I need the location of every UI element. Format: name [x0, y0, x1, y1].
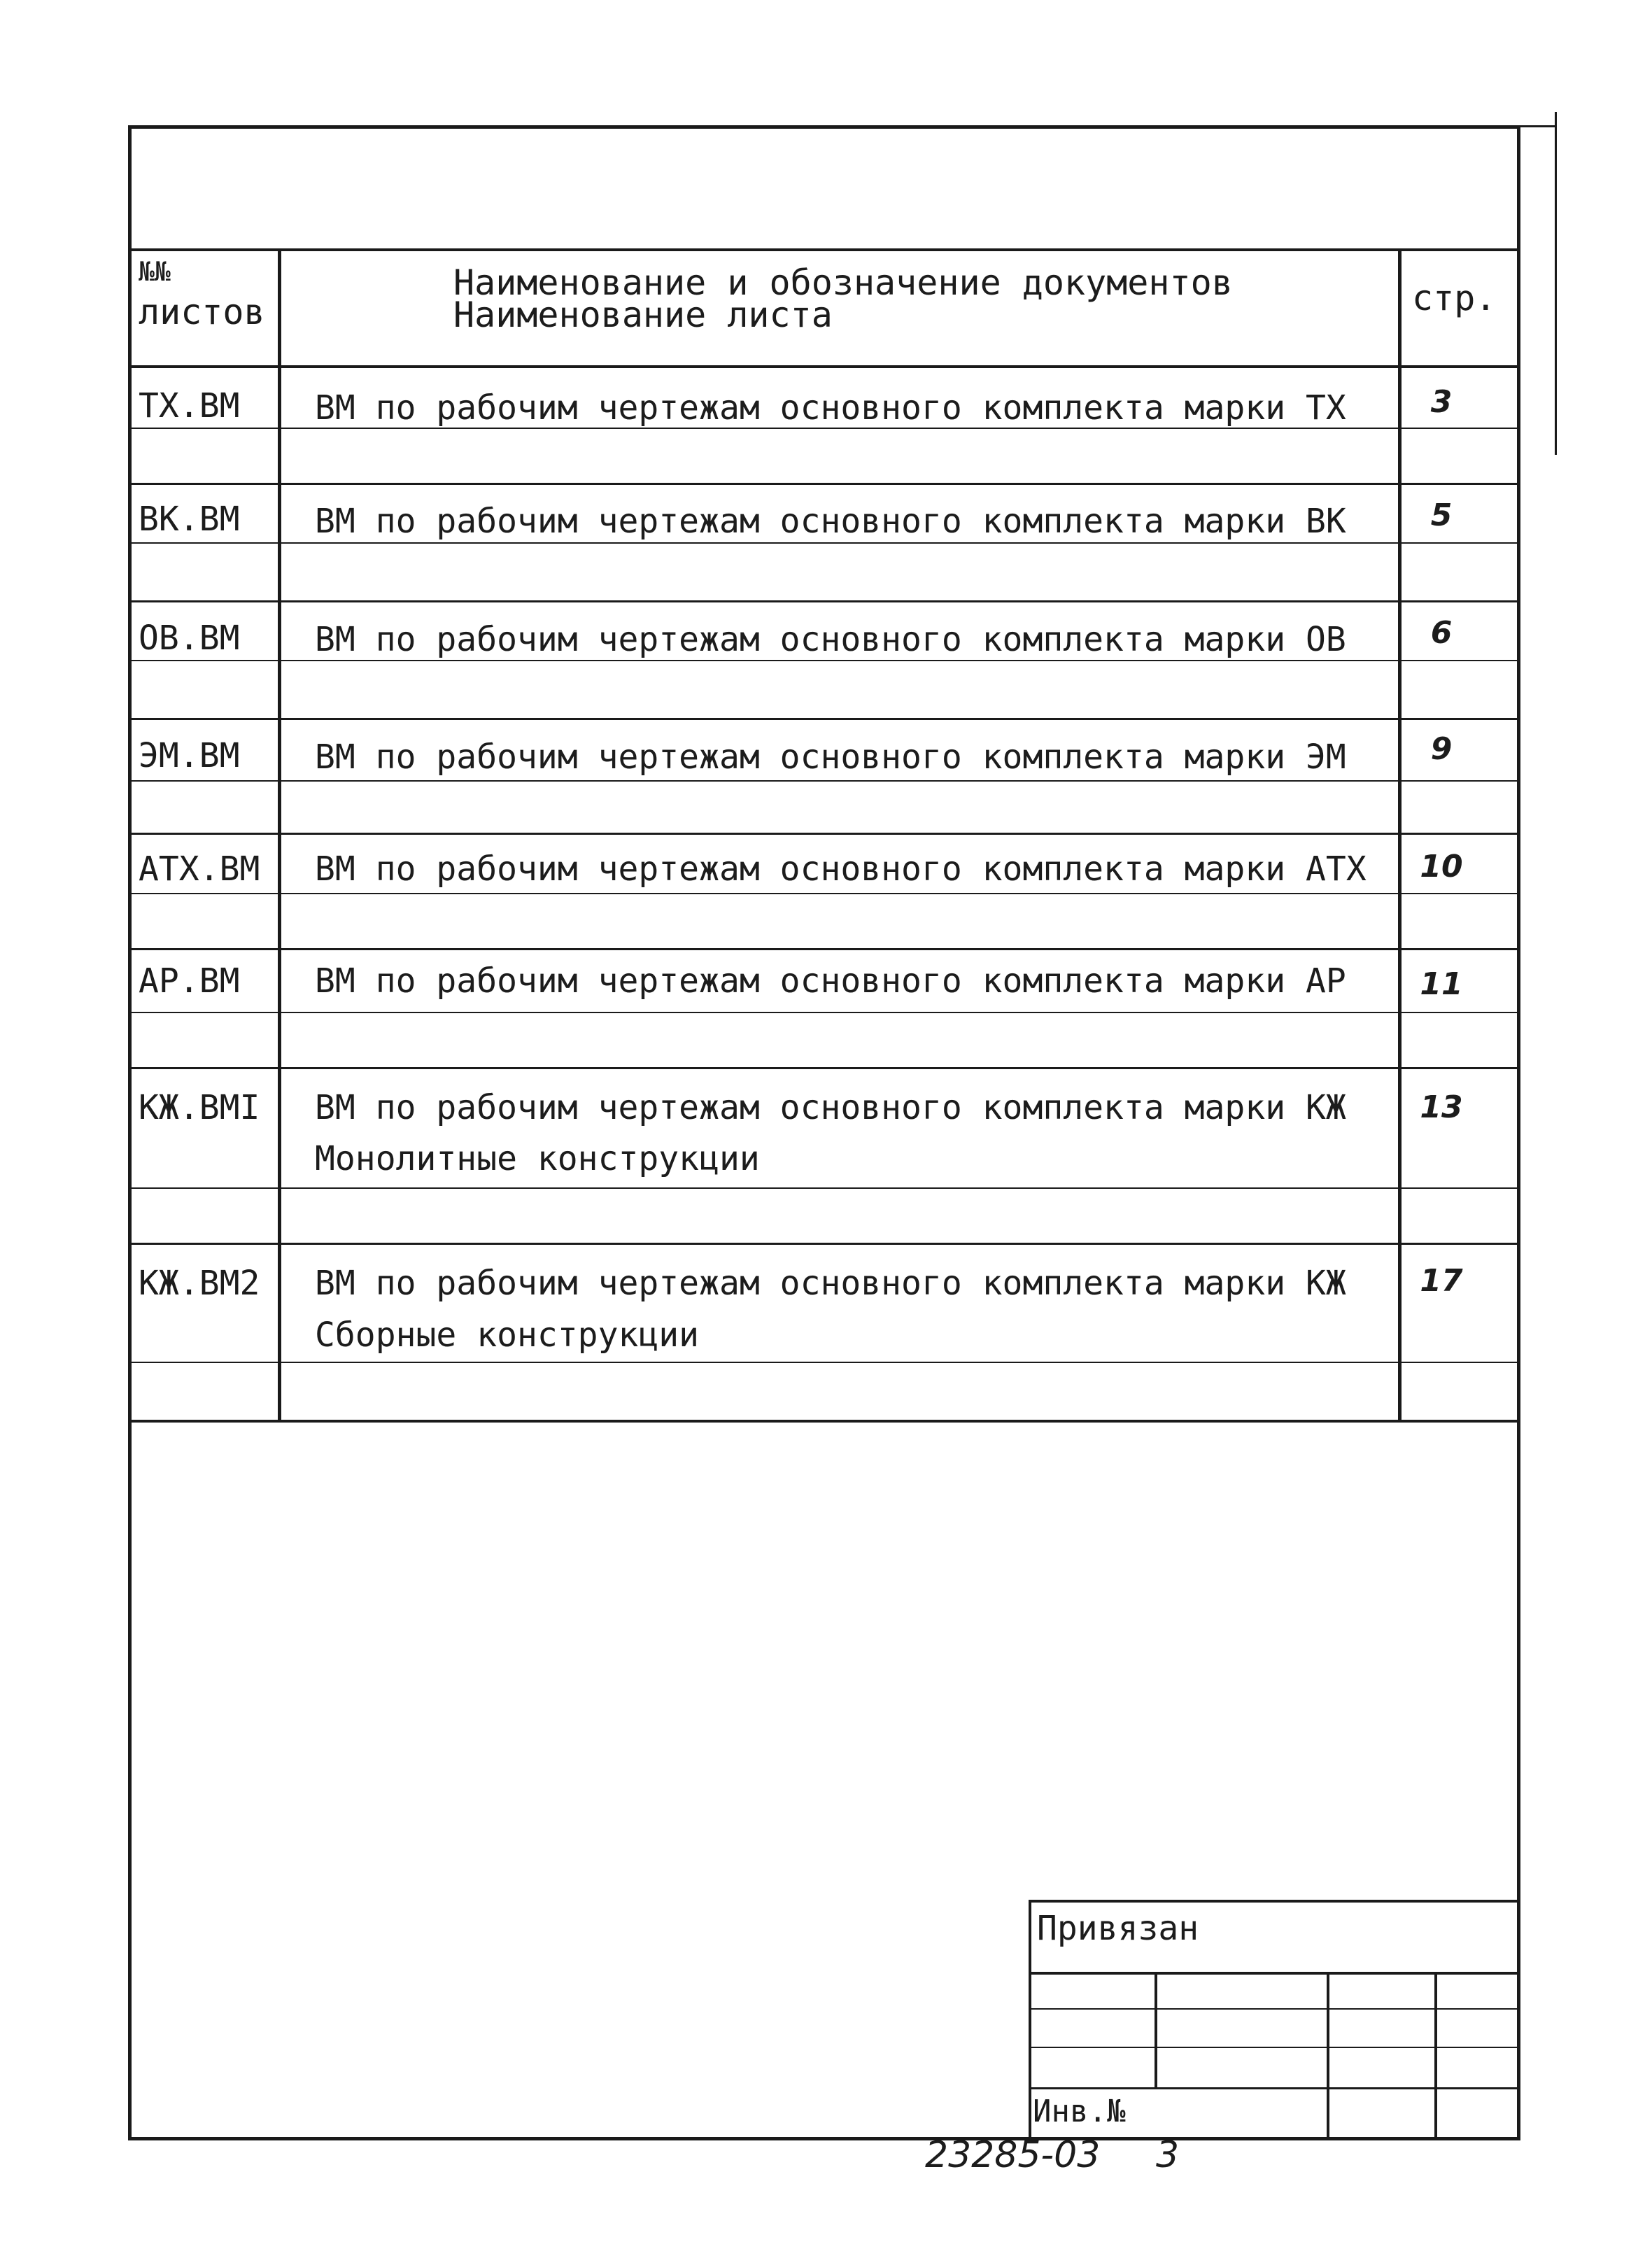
stamp-top — [1029, 1900, 1520, 1903]
binding-line — [1555, 112, 1557, 455]
hline — [128, 660, 1520, 661]
row-name: ВМ по рабочим чертежам основного комплекта марки ОВ — [315, 620, 1346, 659]
stamp-hline — [1029, 2087, 1520, 2089]
stamp-vline — [1155, 1972, 1157, 2089]
header-subtitle: Наименование листа — [453, 295, 833, 335]
row-name: ВМ по рабочим чертежам основного комплекта марки АР — [315, 961, 1346, 1001]
row-code: ОВ.ВМ — [139, 619, 240, 658]
header-sheet-no: №№ — [139, 256, 171, 287]
stamp-vline — [1327, 1972, 1329, 2140]
hline — [128, 600, 1520, 602]
stamp-vline — [1434, 1972, 1437, 2140]
row-name: ВМ по рабочим чертежам основного комплекта марки ТХ — [315, 388, 1346, 428]
hline — [128, 483, 1520, 485]
hline — [128, 1012, 1520, 1013]
hline — [128, 1420, 1520, 1423]
hline — [128, 1362, 1520, 1363]
hline — [128, 365, 1520, 368]
hline — [128, 1067, 1520, 1069]
header-title: Наименование и обозначение документов — [453, 262, 1233, 303]
row-name: ВМ по рабочим чертежам основного комплекта марки КЖ — [315, 1264, 1346, 1303]
stamp-hline — [1029, 1972, 1520, 1975]
hline — [128, 248, 1520, 251]
hline — [128, 833, 1520, 835]
row-page: 11 — [1420, 966, 1463, 1002]
row-page: 6 — [1430, 615, 1453, 651]
hline — [128, 718, 1520, 720]
stamp-hline — [1029, 2047, 1520, 2048]
vline — [1398, 248, 1402, 1423]
vline — [278, 248, 281, 1423]
hline — [128, 893, 1520, 894]
row-name: ВМ по рабочим чертежам основного комплекта марки ВК — [315, 502, 1346, 541]
frame-bottom — [128, 2137, 1520, 2140]
row-code: ТХ.ВМ — [139, 386, 240, 425]
row-page: 9 — [1430, 731, 1453, 767]
stamp-inv-label: Инв.№ — [1033, 2094, 1126, 2129]
row-name: ВМ по рабочим чертежам основного комплекта марки ЭМ — [315, 738, 1346, 777]
row-page: 10 — [1420, 849, 1463, 884]
row-code: КЖ.ВМ2 — [139, 1264, 260, 1303]
footer-doc-number: 23285-03 — [925, 2134, 1101, 2176]
row-code: ЭМ.ВМ — [139, 736, 240, 775]
row-code: АР.ВМ — [139, 961, 240, 1001]
header-sheets: листов — [139, 292, 265, 332]
row-page: 5 — [1430, 498, 1453, 533]
row-page: 13 — [1420, 1089, 1463, 1125]
hline — [128, 1187, 1520, 1189]
footer-page-number: 3 — [1156, 2134, 1180, 2176]
binding-tick — [1520, 125, 1557, 127]
row-page: 17 — [1420, 1263, 1463, 1299]
hline — [128, 428, 1520, 429]
row-subtitle: Монолитные конструкции — [315, 1139, 760, 1178]
row-name: ВМ по рабочим чертежам основного комплекта марки КЖ — [315, 1088, 1346, 1127]
row-code: АТХ.ВМ — [139, 849, 260, 889]
header-page: стр. — [1412, 278, 1497, 318]
row-code: КЖ.ВМI — [139, 1088, 260, 1127]
hline — [128, 1243, 1520, 1245]
hline — [128, 948, 1520, 950]
hline — [128, 780, 1520, 782]
frame-top — [128, 125, 1520, 129]
row-code: ВК.ВМ — [139, 500, 240, 539]
stamp-left — [1029, 1900, 1031, 2140]
stamp-hline — [1029, 2008, 1520, 2010]
row-name: ВМ по рабочим чертежам основного комплекта марки АТХ — [315, 849, 1367, 889]
stamp-bound-label: Привязан — [1037, 1909, 1199, 1948]
row-subtitle: Сборные конструкции — [315, 1315, 700, 1355]
row-page: 3 — [1430, 384, 1453, 420]
hline — [128, 542, 1520, 544]
